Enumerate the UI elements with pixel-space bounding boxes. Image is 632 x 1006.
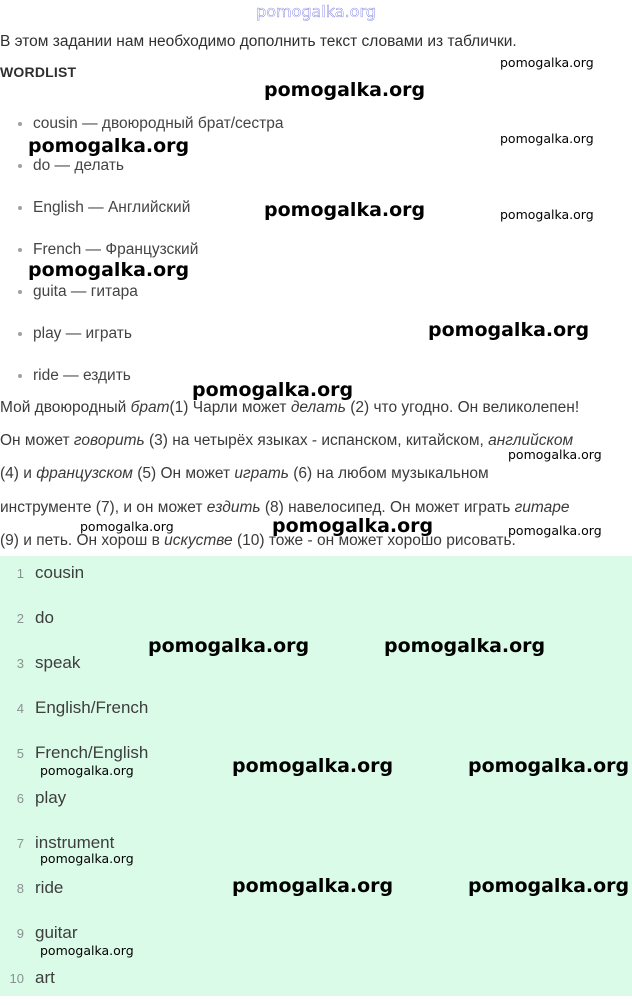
story-segment: (1) Чарли может xyxy=(169,399,291,416)
story-answer-word: английском xyxy=(488,432,574,449)
watermark: pomogalka.org xyxy=(28,135,190,157)
answer-number: 9 xyxy=(16,926,24,941)
story-line xyxy=(0,399,579,417)
intro-text: В этом задании нам необходимо дополнить текст словами из таблички. xyxy=(0,33,517,50)
answer-word: speak xyxy=(35,653,81,672)
story-segment: Мой двоюродный xyxy=(0,399,131,416)
answer-row xyxy=(0,781,632,826)
watermark: pomogalka.org xyxy=(428,319,590,341)
watermark: pomogalka.org xyxy=(192,379,354,401)
story-answer-word: французском xyxy=(36,465,133,482)
bullet-icon xyxy=(18,332,22,336)
story-answer-word: брат xyxy=(130,399,170,416)
watermark: pomogalka.org xyxy=(264,199,426,221)
answer-number: 3 xyxy=(16,656,24,671)
answer-row xyxy=(0,691,632,736)
story-segment: (10) тоже - он может хорошо рисовать. xyxy=(232,532,516,549)
answer-number: 1 xyxy=(16,566,24,581)
watermark: pomogalka.org xyxy=(40,763,134,778)
bullet-icon xyxy=(18,290,22,294)
story-answer-word: делать xyxy=(290,399,346,416)
story-answer-word: гитаре xyxy=(514,499,570,516)
story-line xyxy=(0,465,489,483)
answer-word: French/English xyxy=(35,743,149,762)
bullet-icon xyxy=(18,374,22,378)
watermark: pomogalka.org xyxy=(232,875,394,897)
answer-number: 8 xyxy=(16,881,24,896)
answer-number: 6 xyxy=(16,791,24,806)
watermark: pomogalka.org xyxy=(40,943,134,958)
watermark: pomogalka.org xyxy=(500,55,594,70)
answer-number: 7 xyxy=(16,836,24,851)
watermark: pomogalka.org xyxy=(384,635,546,657)
story-answer-word: говорить xyxy=(73,432,145,449)
watermark: pomogalka.org xyxy=(508,523,602,538)
answer-word: English/French xyxy=(35,698,149,717)
story-answer-word: искустве xyxy=(164,532,233,549)
story-segment: (9) и петь. Он хорош в xyxy=(0,532,165,549)
watermark: pomogalka.org xyxy=(468,875,630,897)
answer-number: 5 xyxy=(16,746,24,761)
answer-number: 4 xyxy=(16,701,24,716)
watermark: pomogalka.org xyxy=(264,79,426,101)
watermark: pomogalka.org xyxy=(272,515,434,537)
answer-word: cousin xyxy=(35,563,85,582)
answer-word: ride xyxy=(35,878,64,897)
watermark: pomogalka.org xyxy=(500,207,594,222)
watermark: pomogalka.org xyxy=(468,755,630,777)
story-answer-word: играть xyxy=(234,465,289,482)
answer-word: play xyxy=(35,788,67,807)
story-line xyxy=(0,432,573,450)
watermark: pomogalka.org xyxy=(40,851,134,866)
watermark: pomogalka.org xyxy=(508,447,602,462)
watermark: pomogalka.org xyxy=(500,131,594,146)
story-answer-word: ездить xyxy=(206,499,261,516)
watermark: pomogalka.org xyxy=(148,635,310,657)
story-line xyxy=(0,532,516,550)
watermark: pomogalka.org xyxy=(28,259,190,281)
answer-word: instrument xyxy=(35,833,115,852)
story-segment: (4) и xyxy=(0,465,37,482)
answer-word: art xyxy=(35,968,55,987)
answer-number: 2 xyxy=(16,611,24,626)
answer-row xyxy=(0,556,632,601)
story-segment: (2) что угодно. Он великолепен! xyxy=(345,399,580,416)
watermark: pomogalka.org xyxy=(232,755,394,777)
bullet-icon xyxy=(18,248,22,252)
answer-number: 10 xyxy=(9,971,24,986)
story-segment: (5) Он может xyxy=(132,465,235,482)
bullet-icon xyxy=(18,122,22,126)
bullet-icon xyxy=(18,206,22,210)
site-link[interactable]: pomogalka.org xyxy=(256,2,376,21)
answer-word: do xyxy=(35,608,54,627)
answer-row xyxy=(0,961,632,1006)
story-segment: (8) навелосипед. Он может играть xyxy=(260,499,515,516)
answer-word: guitar xyxy=(35,923,78,942)
story-segment: инструменте (7), и он может xyxy=(0,499,207,516)
story-segment: (3) на четырёх языках - испанском, китайском, xyxy=(144,432,489,449)
watermark: pomogalka.org xyxy=(80,519,174,534)
story-segment: (6) на любом музыкальном xyxy=(288,465,489,482)
story-segment: Он может xyxy=(0,432,74,449)
wordlist-title: WORDLIST xyxy=(0,64,77,80)
bullet-icon xyxy=(18,164,22,168)
